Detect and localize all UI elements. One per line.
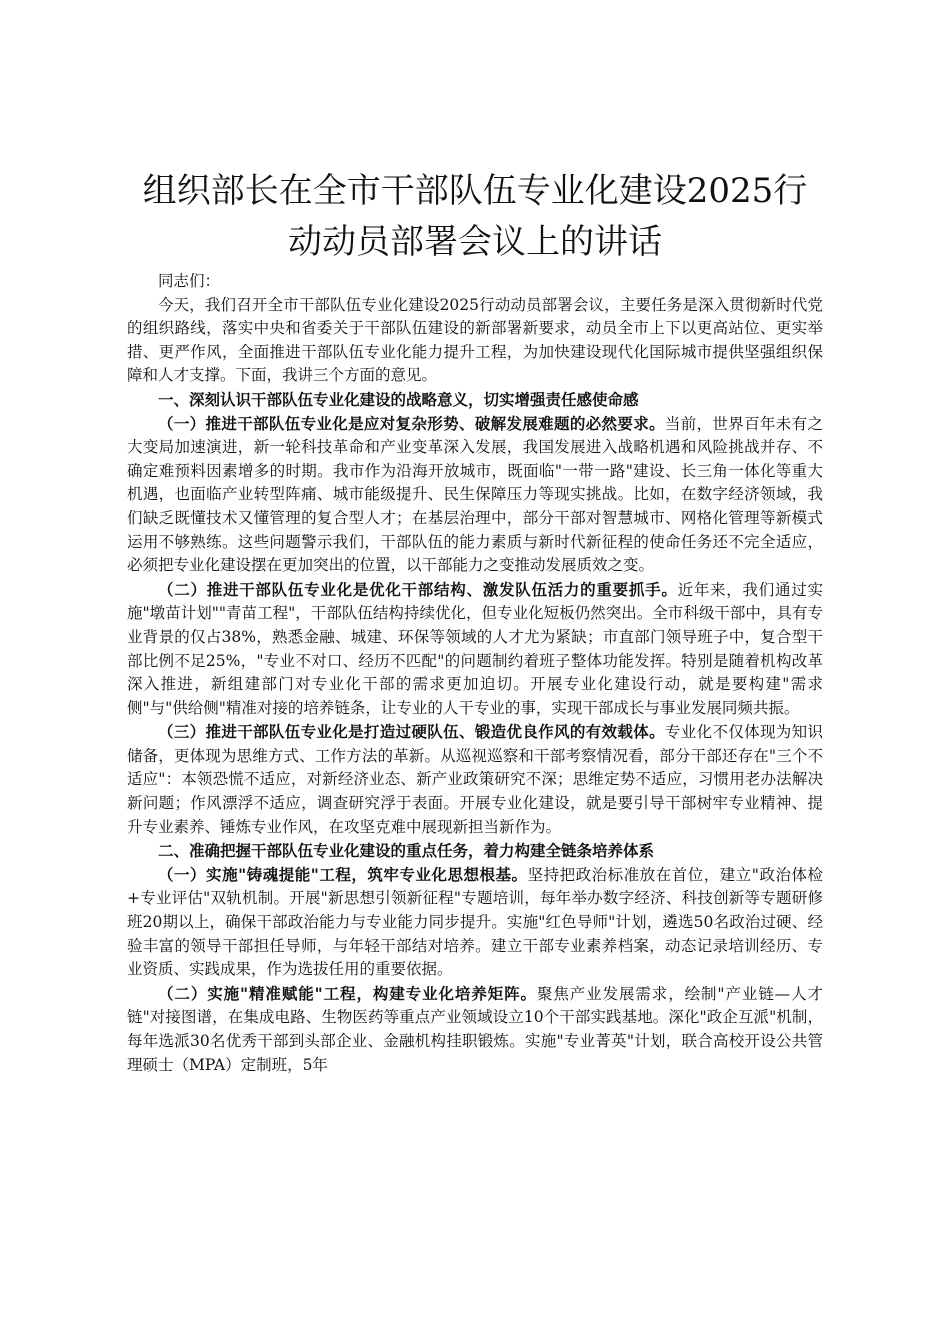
section-2-paragraph-1 [127, 863, 823, 982]
paragraph-body: 专业化不仅体现为知识储备，更体现为思维方式、工作方法的革新。从巡视巡察和干部考察情况看，部分干部还存在"三个不适应"：本领恐慌不适应，对新经济业态、新产业政策研究不深；思维定势不适应，习惯用老办法解决新问题；作风漂浮不适应，调查研究浮于表面。开展专业化建设，就是要引导干部树牢专业精神、提升专业素养、锤炼专业作风，在攻坚克难中展现新担当新作为。 [127, 723, 823, 836]
paragraph-lead: （二）推进干部队伍专业化是优化干部结构、激发队伍活力的重要抓手。 [158, 579, 678, 599]
paragraph-body: 当前，世界百年未有之大变局加速演进，新一轮科技革命和产业变革深入发展，我国发展进入战略机遇和风险挑战并存、不确定难预料因素增多的时期。我市作为沿海开放城市，既面临"一带一路"建设、长三角一体化等重大机遇，也面临产业转型阵痛、城市能级提升、民生保障压力等现实挑战。比如，在数字经济领域，我们缺乏既懂技术又懂管理的复合型人才；在基层治理中，部分干部对智慧城市、网格化管理等新模式运用不够熟练。这些问题警示我们，干部队伍的能力素质与新时代新征程的使命任务还不完全适应，必须把专业化建设摆在更加突出的位置，以干部能力之变推动发展质效之变。 [127, 414, 823, 575]
document-title: 组织部长在全市干部队伍专业化建设2025行动动员部署会议上的讲话 [142, 171, 808, 262]
greeting: 同志们： [158, 272, 221, 290]
section-1-paragraph-2 [127, 578, 823, 721]
section-2-heading: 二、准确把握干部队伍专业化建设的重点任务，着力构建全链条培养体系 [158, 841, 655, 861]
paragraph-lead: （二）实施"精准赋能"工程，构建专业化培养矩阵。 [158, 983, 537, 1003]
paragraph-body: 近年来，我们通过实施"墩苗计划""青苗工程"，干部队伍结构持续优化，但专业化短板仍然突出。全市科级干部中，具有专业背景的仅占38%，熟悉金融、城建、环保等领域的人才尤为紧缺；市直部门领导班子中，复合型干部比例不足25%，"专业不对口、经历不匹配"的问题制约着班子整体功能发挥。特别是随着机构改革深入推进，新组建部门对专业化干部的需求更加迫切。开展专业化建设行动，就是要构建"需求侧"与"供给侧"精准对接的培养链条，让专业的人干专业的事，实现干部成长与事业发展同频共振。 [127, 580, 823, 717]
paragraph-lead: （一）实施"铸魂提能"工程，筑牢专业化思想根基。 [158, 864, 528, 884]
paragraph-lead: （三）推进干部队伍专业化是打造过硬队伍、锻造优良作风的有效载体。 [158, 722, 665, 742]
intro-paragraph: 今天，我们召开全市干部队伍专业化建设2025行动动员部署会议，主要任务是深入贯彻新时代党的组织路线，落实中央和省委关于干部队伍建设的新部署新要求，动员全市上下以更高站位、更实举措、更严作风，全面推进干部队伍专业化能力提升工程，为加快建设现代化国际城市提供坚强组织保障和人才支撑。下面，我讲三个方面的意见。 [127, 295, 823, 385]
section-1-paragraph-3 [127, 720, 823, 839]
section-1-paragraph-1 [127, 412, 823, 578]
document-body [127, 270, 823, 1077]
section-2-paragraph-2 [127, 982, 823, 1077]
section-1-heading: 一、深刻认识干部队伍专业化建设的战略意义，切实增强责任感使命感 [158, 389, 639, 409]
paragraph-lead: （一）推进干部队伍专业化是应对复杂形势、破解发展难题的必然要求。 [158, 413, 665, 433]
paragraph-body: 聚焦产业发展需求，绘制"产业链—人才链"对接图谱，在集成电路、生物医药等重点产业领域设立10个干部实践基地。深化"政企互派"机制，每年选派30名优秀干部到头部企业、金融机构挂职锻炼。实施"专业菁英"计划，联合高校开设公共管理硕士（MPA）定制班，5年 [127, 984, 823, 1074]
document-page [127, 166, 823, 1077]
paragraph-body: 坚持把政治标准放在首位，建立"政治体检+专业评估"双轨机制。开展"新思想引领新征程"专题培训，每年举办数字经济、科技创新等专题研修班20期以上，确保干部政治能力与专业能力同步提升。实施"红色导师"计划，遴选50名政治过硬、经验丰富的领导干部担任导师，与年轻干部结对培养。建立干部专业素养档案，动态记录培训经历、专业资质、实践成果，作为选拔任用的重要依据。 [127, 865, 823, 979]
